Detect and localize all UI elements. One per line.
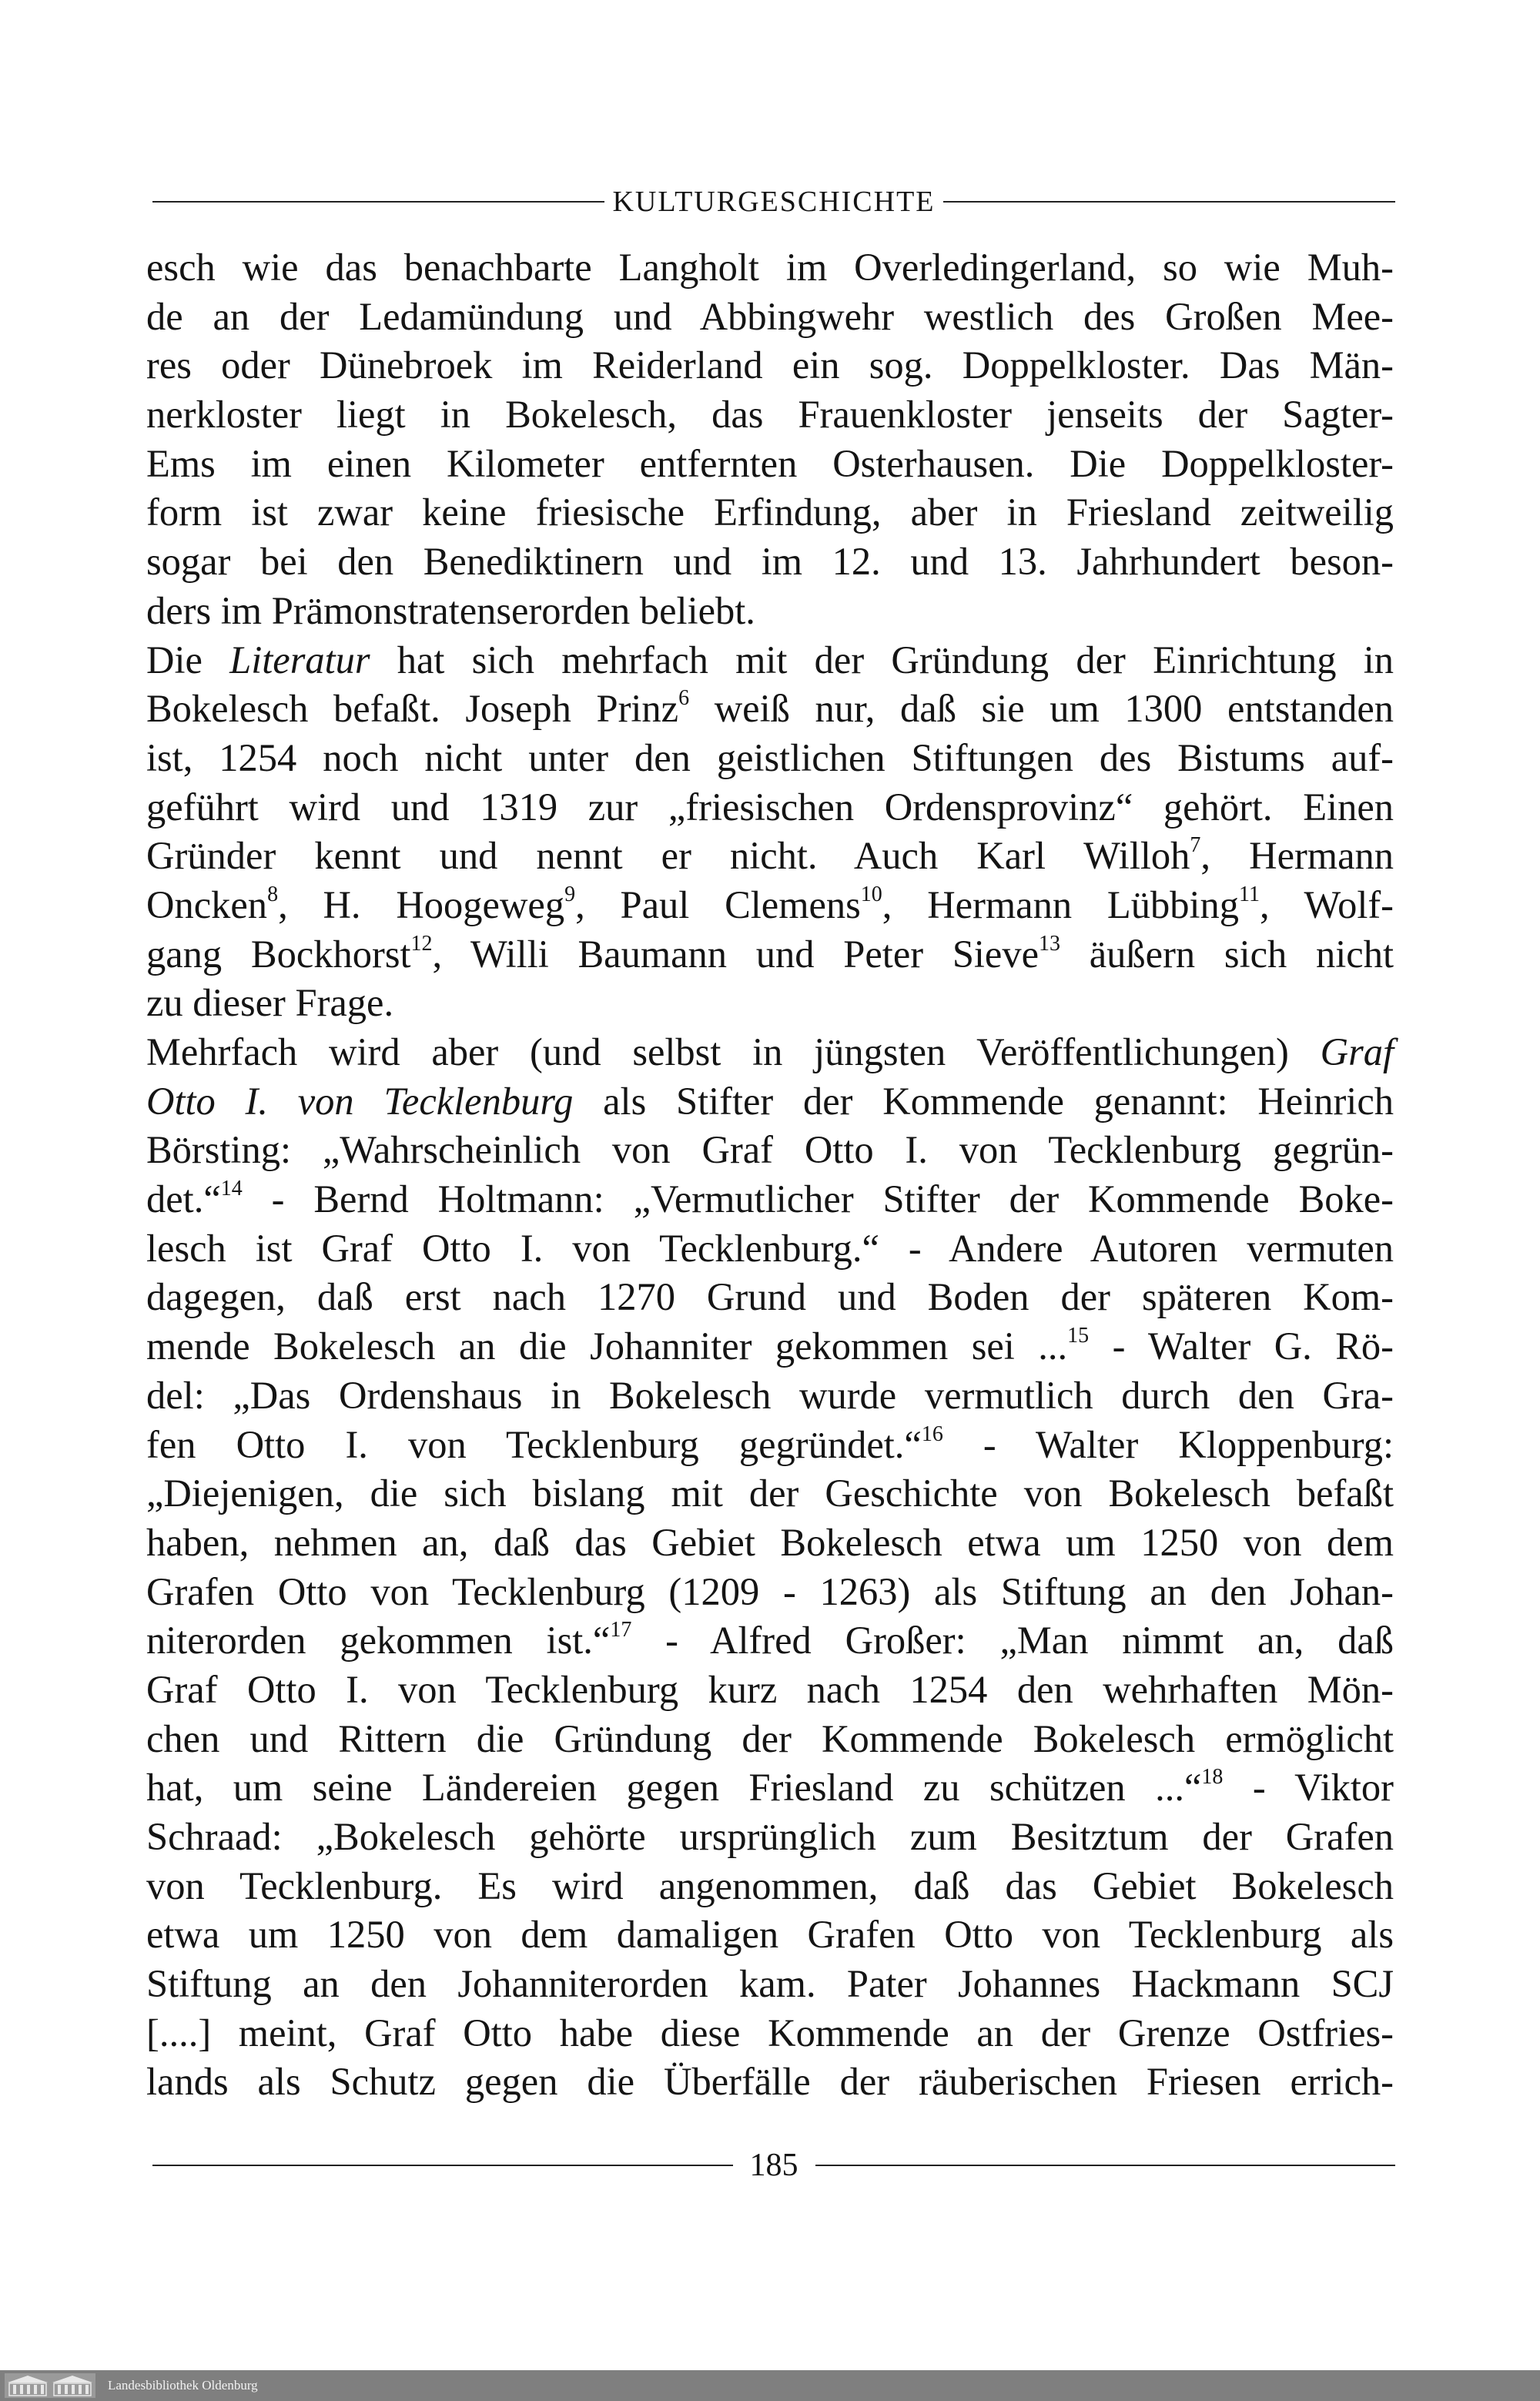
footer-rule-right [815,2165,1396,2166]
page-footer [152,2142,1395,2188]
text-run: , Wolf- [1259,882,1394,926]
footnote-marker: 14 [220,1177,243,1201]
header-rule-left [152,201,604,203]
text-line: res oder Dünebroek im Reiderland ein sog. Doppelkloster. Das Män- [146,343,1394,387]
text-line [146,930,1394,979]
footnote-marker: 8 [267,882,279,906]
text-run: - Walter Kloppenburg: [942,1422,1394,1466]
italic-term: Graf [1320,1030,1394,1073]
text-line: Grafen Otto von Tecklenburg (1209 - 1263) als Stiftung an den Johan- [146,1569,1394,1613]
text-run: det.“ [146,1177,221,1221]
text-line: von Tecklenburg. Es wird angenommen, daß das Gebiet Bokelesch [146,1864,1394,1907]
text-line: form ist zwar keine friesische Erfindung, aber in Friesland zeitweilig [146,491,1394,534]
text-line: chen und Rittern die Gründung der Kommende Bokelesch ermöglicht [146,1716,1394,1760]
text-line [146,1421,1394,1470]
text-line [146,1763,1394,1813]
footer-rule-left [152,2165,733,2166]
text-line [146,636,1394,685]
page-number: 185 [749,2148,798,2183]
footnote-marker: 13 [1039,931,1061,956]
text-run: Bokelesch befaßt. Joseph Prinz [146,687,679,731]
footnote-marker: 9 [564,882,576,906]
text-line: dagegen, daß erst nach 1270 Grund und Boden der späteren Kom- [146,1275,1394,1319]
text-run: - Bernd Holtmann: „Vermutlicher Stifter der Kommende Boke- [242,1177,1394,1221]
text-run: Mehrfach wird aber (und selbst in jüngsten Veröffentlichungen) [146,1030,1321,1073]
text-line: geführt wird und 1319 zur „friesischen Ordensprovinz“ gehört. Einen [146,785,1394,829]
text-line: Schraad: „Bokelesch gehörte ursprünglich zum Besitztum der Grafen [146,1815,1394,1858]
footnote-marker: 12 [410,931,433,956]
text-line [146,685,1394,734]
text-run: hat sich mehrfach mit der Gründung der Einrichtung in [370,638,1394,681]
text-line: lands als Schutz gegen die Überfälle der räuberischen Friesen errich- [146,2060,1394,2104]
text-line [146,881,1394,930]
paragraph-3 [146,1028,1394,2107]
text-run: weiß nur, daß sie um 1300 entstanden [689,687,1394,731]
paragraph-2 [146,636,1394,1029]
text-line: „Diejenigen, die sich bislang mit der Geschichte von Bokelesch befaßt [146,1472,1394,1515]
text-line: ist, 1254 noch nicht unter den geistlichen Stiftungen des Bistums auf- [146,735,1394,779]
footnote-marker: 15 [1067,1324,1090,1348]
text-run: hat, um seine Ländereien gegen Friesland zu schützen ...“ [146,1766,1202,1810]
text-line [146,1322,1394,1371]
text-run: Oncken [146,882,268,926]
watermark-text: Landesbibliothek Oldenburg [108,2378,258,2393]
footnote-marker: 17 [610,1618,632,1643]
text-run: äußern sich nicht [1060,932,1394,976]
text-line: zu dieser Frage. [146,981,394,1025]
paragraph-1 [146,243,1394,636]
text-line [146,1175,1394,1224]
text-run: Die [146,638,230,681]
library-building-logo-icon [5,2373,95,2398]
text-line: [....] meint, Graf Otto habe diese Kommende an der Grenze Ostfries- [146,2011,1394,2054]
text-run: als Stifter der Kommende genannt: Heinrich [573,1079,1394,1123]
text-run: , Willi Baumann und Peter Sieve [432,932,1040,976]
text-run: , Paul Clemens [575,882,861,926]
text-line: esch wie das benachbarte Langholt im Overledingerland, so wie Muh- [146,246,1394,289]
footnote-marker: 6 [678,686,690,711]
text-line [146,832,1394,881]
text-run: - Viktor [1223,1766,1394,1810]
text-line: del: „Das Ordenshaus in Bokelesch wurde vermutlich durch den Gra- [146,1373,1394,1417]
text-line: Börsting: „Wahrscheinlich von Graf Otto I. von Tecklenburg gegrün- [146,1128,1394,1172]
footnote-marker: 18 [1201,1765,1224,1790]
text-line: Ems im einen Kilometer entfernten Osterhausen. Die Doppelkloster- [146,441,1394,485]
library-watermark-bar [0,2370,1540,2401]
text-line: Stiftung an den Johanniterorden kam. Pater Johannes Hackmann SCJ [146,1962,1394,2006]
footnote-marker: 10 [860,882,882,906]
text-run: mende Bokelesch an die Johanniter gekommen sei ... [146,1324,1068,1368]
text-line: sogar bei den Benediktinern und im 12. und 13. Jahrhundert beson- [146,540,1394,584]
text-run: niterorden gekommen ist.“ [146,1619,611,1663]
italic-term: Literatur [229,638,370,681]
text-run: fen Otto I. von Tecklenburg gegründet.“ [146,1422,922,1466]
text-line [146,1616,1394,1666]
text-run: , H. Hoogeweg [278,882,565,926]
text-line: lesch ist Graf Otto I. von Tecklenburg.“ - Andere Autoren vermuten [146,1226,1394,1270]
footnote-marker: 7 [1190,833,1201,858]
text-run: gang Bockhorst [146,932,411,976]
header-title: KULTURGESCHICHTE [612,186,936,218]
header-rule-right [943,201,1395,203]
footnote-marker: 11 [1239,882,1260,906]
text-run: - Alfred Großer: „Man nimmt an, daß [631,1619,1394,1663]
text-run: Gründer kennt und nennt er nicht. Auch Karl Willoh [146,834,1190,878]
text-line: etwa um 1250 von dem damaligen Grafen Otto von Tecklenburg als [146,1913,1394,1957]
italic-term: Otto I. von Tecklenburg [146,1079,574,1123]
text-line [146,1077,1394,1127]
text-line: de an der Ledamündung und Abbingwehr westlich des Großen Mee- [146,294,1394,338]
text-line: ders im Prämonstratenserorden beliebt. [146,588,755,632]
text-line: nerkloster liegt in Bokelesch, das Frauenkloster jenseits der Sagter- [146,393,1394,437]
text-line [146,1028,1394,1077]
text-run: , Hermann Lübbing [882,882,1239,926]
text-line: Graf Otto I. von Tecklenburg kurz nach 1254 den wehrhaften Mön- [146,1667,1394,1711]
text-run: , Hermann [1200,834,1394,878]
running-header [152,179,1395,225]
footnote-marker: 16 [921,1422,943,1446]
text-run: - Walter G. Rö- [1089,1324,1394,1368]
text-line: haben, nehmen an, daß das Gebiet Bokelesch etwa um 1250 von dem [146,1520,1394,1564]
body-text [146,243,1394,2107]
